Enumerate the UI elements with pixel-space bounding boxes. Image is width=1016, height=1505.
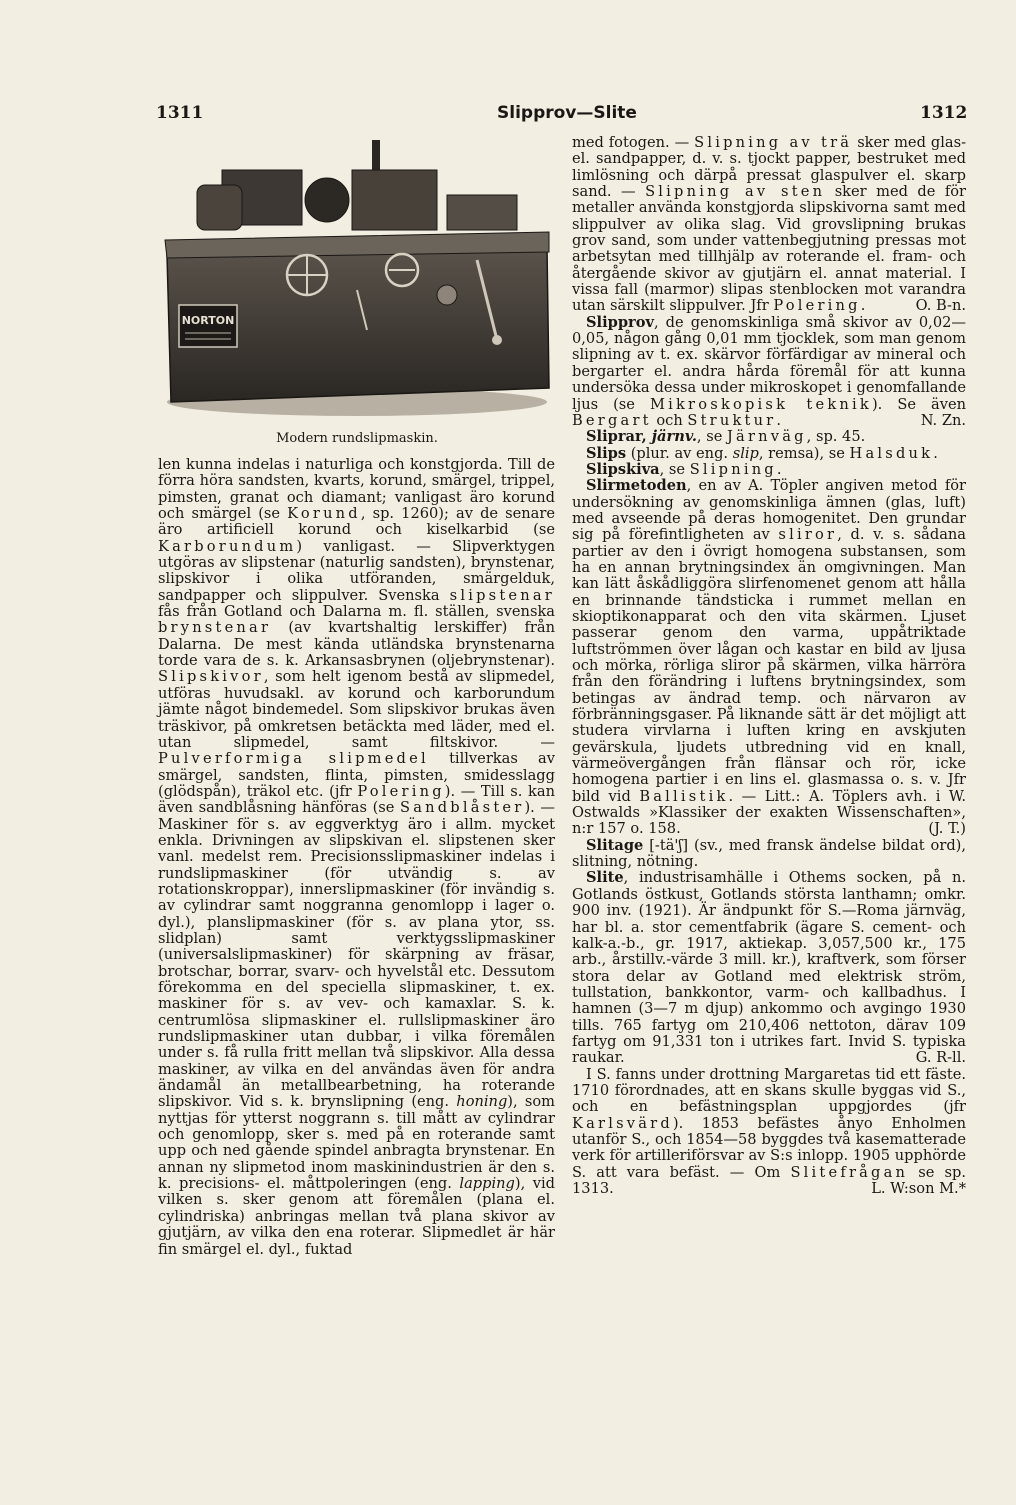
page-number-right: 1312 xyxy=(920,103,968,123)
entry-slipning-cont: med fotogen. — Slipning av trä sker med glas- el. sandpapper, d. v. s. tjockt papper, bestruket med limlösning och därpå pressat glaspulver el. skarp sand. — Slipning av sten sker med de för metaller använda konstgjorda slipskivorna samt med slippulver av olika slag. Vid grovslipning brukas grov sand, som under vattenbegjutning pressas mot arbetsytan med tillhjälp av roterande el. fram- och återgående skivor av gjutjärn el. annat material. I vissa fall (marmor) slipas stenblocken mot varandra utan särskilt slippulver. Jfr Polering. O. B-n. xyxy=(572,134,967,315)
left-column xyxy=(158,457,555,1258)
cross-ref[interactable]: Korund xyxy=(287,505,361,523)
page-header xyxy=(0,103,1016,127)
cross-ref[interactable]: Karborundum xyxy=(158,537,297,555)
plate-text: NORTON xyxy=(181,314,235,327)
cross-ref[interactable]: Karlsvärd xyxy=(572,1114,673,1132)
entry-slips: Slips (plur. av eng. slip, remsa), se Halsduk. xyxy=(586,444,938,462)
entry-slite: Slite, industrisamhälle i Othems socken, på n. Gotlands östkust, Gotlands största lanthamn; omkr. 900 inv. (1921). Är ändpunkt för S.—Roma järnväg, har bl. a. stor cementfabrik (ägare S. cement- och kalk-a.-b., gr. 1917, aktiekap. 3,057,500 kr., 175 arb., årstillv.-värde 3 mill. kr.), kraftverk, som förser stora delar av Gotland med elektrisk ström, tullstation, bankkontor, varm- och kallbadhus. I hamnen (3—7 m djup) ankommo och avgingo 1930 tills. 765 fartyg om 210,406 nettoton, därav 109 fartyg om 91,331 ton i utrikes fart. Invid S. typiska raukar. G. R-ll. xyxy=(572,869,966,1067)
signature: G. R-ll. xyxy=(915,1049,966,1067)
cross-ref[interactable]: Slitefrågan xyxy=(790,1163,909,1181)
signature: N. Zn. xyxy=(920,411,966,429)
entry-slipskiva: Slipskiva, se Slipning. xyxy=(586,460,782,478)
entry-slirmetoden: Slirmetoden, en av A. Töpler angiven metod för undersökning av genomskinliga ämnen (glas, luft) med avseende på deras homogenitet. Den grundar sig på förefintligheten av sliror, d. v. s. sådana partier av den i övrigt homogena substansen, som ha en annan brytningsindex än omgivningen. Man kan lätt åskådliggöra slirfenomenet genom att hålla en brinnande tändsticka i rummet mellan en skioptikonapparat och den vita skärmen. Ljuset passerar genom den varma, uppåtriktade luftströmmen över lågan och kastar en bild av ljusa och mörka, rörliga sliror på skärmen, vilka härröra från den förändring i luftens brytningsindex, som betingas av ändrad temp. och närvaron av förbränningsgaser. På liknande sätt är det möjligt att studera virvlarna i luften kring en avskjuten gevärskula, ljudets utbredning vid en knall, värmeövergången från flänsar och rör, icke homogena partier i en lins el. glasmassa o. s. v. Jfr bild vid Ballistik. — Litt.: A. Töplers avh. i W. Ostwalds »Klassiker der exakten Wissenschaften», n:r 157 o. 158. (J. T.) xyxy=(572,477,966,838)
entry-slite-history: I S. fanns under drottning Margaretas tid ett fäste. 1710 förordnades, att en skans skulle byggas vid S., och en befästningsplan uppgjordes (jfr Karlsvärd). 1853 befästes ånyo Enholmen utanför S., och 1854—58 byggdes två kasematterade verk för artilleriförsvar av S:s inlopp. 1905 upphörde S. att vara befäst. — Om Slitefrågan se sp. 1313. L. W:son M.* xyxy=(572,1065,966,1197)
cross-ref[interactable]: Sandblåster xyxy=(400,799,525,817)
cross-ref[interactable]: Polering xyxy=(773,297,861,315)
left-paragraph: len kunna indelas i naturliga och konstgjorda. Till de förra höra sandsten, kvarts, korund, smärgel, trippel, pimsten, granat och diamant; vanligast äro korund och smärgel (se Korund, sp. 1260); av de senare äro artificiell korund och kiselkarbid (se Karborundum) vanligast. — Slipverktygen utgöras av slipstenar (naturlig sandsten), brynstenar, slipskivor i olika utföranden, smärgelduk, sandpapper och slippulver. Svenska slipstenar fås från Gotland och Dalarna m. fl. ställen, svenska brynstenar (av kvartshaltig lerskiffer) från Dalarna. De mest kända utländska brynstenarna torde vara de s. k. Arkansasbrynen (oljebrynstenar). Slipskivor, som helt igenom bestå av slipmedel, utföras huvudsakl. av korund och karborundum jämte något bindemedel. Som slipskivor brukas även träskivor, på omkretsen betäckta med läder, med el. utan slipmedel, samt filtskivor. — Pulverformiga slipmedel tillverkas av smärgel, sandsten, flinta, pimsten, smidesslagg (glödspån), träkol etc. (jfr Polering). — Till s. kan även sandblåsning hänföras (se Sandblåster). — Maskiner för s. av eggverktyg äro i allm. mycket enkla. Drivningen av slipskivan el. slipstenen sker vanl. medelst rem. Precisionsslipmaskiner indelas i rundslipmaskiner (för utvändig s. av rotationskroppar), innerslipmaskiner (för invändig s. av cylindrar samt noggranna genomlopp i lager o. dyl.), planslipmaskiner (för s. av plana ytor, ss. slidplan) samt verktygsslipmaskiner (universalslipmaskiner) för skärpning av fräsar, brotschar, borrar, svarv- och hyvelstål etc. Dessutom förekomma en del speciella slipmaskiner, t. ex. maskiner för s. av vev- och kamaxlar. S. k. centrumlösa slipmaskiner el. rullslipmaskiner äro rundslipmaskiner utan dubbar, i vilka föremålen under s. få rulla fritt mellan två slipskivor. Alla dessa maskiner, av vilka en del användas även för andra ändamål än metallbearbetning, ha roterande slipskivor. Vid s. k. brynslipning (eng. honing), som nyttjas för ytterst noggrann s. till mått av cylindrar och genomlopp, sker s. med på en roterande samt upp och ned gående spindel anbragta brynstenar. En annan ny slipmetod inom maskinindustrien är den s. k. precisions- el. måttpoleringen (eng. lapping), vid vilken s. sker genom att föremålen (plana el. cylindriska) anbringas mellan två plana skivor av gjutjärn, av vilka den ena roterar. Slipmedlet är här fin smärgel el. dyl., fuktad xyxy=(158,456,555,1258)
right-column xyxy=(572,135,966,1197)
page-number-left: 1311 xyxy=(156,103,204,123)
cross-ref[interactable]: Ballistik xyxy=(639,787,729,805)
grinding-machine-illustration xyxy=(157,140,557,425)
figure-caption: Modern rundslipmaskin. xyxy=(276,431,438,446)
entry-slipprov: Slipprov, de genomskinliga små skivor av 0,02—0,05, någon gång 0,01 mm tjocklek, som man genom slipning av t. ex. skärvor förfärdigar av mineral och bergarter el. andra hårda föremål för att kunna undersöka dessa under mikroskopet i genomfallande ljus (se Mikroskopisk teknik). Se även Bergart och Struktur. N. Zn. xyxy=(572,313,966,429)
entry-slitage: Slitage [-tä'ʃ] (sv., med fransk ändelse bildat ord), slitning, nötning. xyxy=(572,836,966,871)
entry-sliprar: Sliprar, järnv., se Järnväg, sp. 45. xyxy=(586,428,866,446)
cross-ref[interactable]: Bergart xyxy=(572,411,652,429)
signature: (J. T.) xyxy=(928,820,966,838)
signature: O. B-n. xyxy=(915,297,966,315)
cross-ref[interactable]: Polering xyxy=(357,782,445,800)
cross-ref[interactable]: Slipning xyxy=(689,460,777,478)
cross-ref[interactable]: Struktur xyxy=(687,411,777,429)
signature: L. W:son M.* xyxy=(871,1180,966,1197)
cross-ref[interactable]: Mikroskopisk teknik xyxy=(649,395,872,413)
cross-ref[interactable]: Halsduk xyxy=(849,444,934,462)
cross-ref[interactable]: Järnväg xyxy=(726,428,807,446)
machine-figure xyxy=(157,140,557,446)
running-title: Slipprov—Slite xyxy=(497,103,637,123)
